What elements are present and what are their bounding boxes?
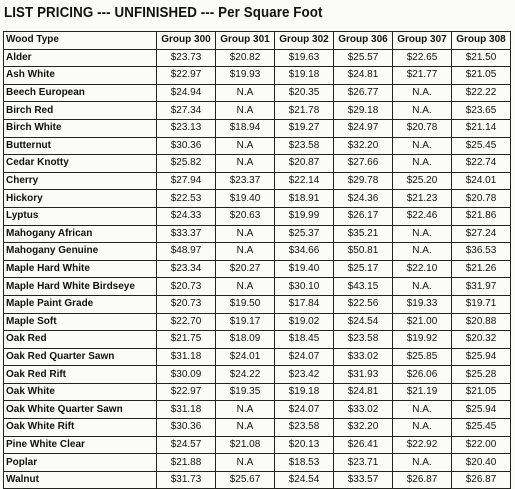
price-cell: $22.00	[452, 436, 511, 454]
price-cell: $24.36	[334, 190, 393, 208]
price-cell: $22.70	[157, 313, 216, 331]
wood-type-cell: Maple Soft	[4, 313, 157, 331]
table-row	[4, 295, 511, 313]
price-cell: $22.10	[393, 260, 452, 278]
price-cell: $24.07	[275, 348, 334, 366]
price-cell: $19.33	[393, 295, 452, 313]
price-cell: $23.65	[452, 102, 511, 120]
price-cell: N.A	[216, 419, 275, 437]
price-cell: $19.63	[275, 49, 334, 67]
column-header-group-301: Group 301	[216, 32, 275, 50]
wood-type-cell: Walnut	[4, 471, 157, 489]
price-cell: $23.58	[275, 419, 334, 437]
price-cell: N.A	[216, 155, 275, 173]
price-cell: $26.87	[393, 471, 452, 489]
price-cell: $22.97	[157, 67, 216, 85]
price-cell: $24.54	[334, 313, 393, 331]
price-cell: $19.35	[216, 383, 275, 401]
price-cell: N.A	[216, 102, 275, 120]
price-cell: $25.82	[157, 155, 216, 173]
price-cell: $23.13	[157, 119, 216, 137]
price-cell: N.A.	[393, 419, 452, 437]
price-cell: $25.45	[452, 419, 511, 437]
price-cell: $31.97	[452, 278, 511, 296]
wood-type-cell: Pine White Clear	[4, 436, 157, 454]
wood-type-cell: Cedar Knotty	[4, 155, 157, 173]
price-cell: $33.37	[157, 225, 216, 243]
price-cell: $24.33	[157, 207, 216, 225]
price-cell: $21.00	[393, 313, 452, 331]
wood-type-cell: Mahogany Genuine	[4, 243, 157, 261]
price-cell: $24.54	[275, 471, 334, 489]
table-row	[4, 471, 511, 489]
price-cell: $27.94	[157, 172, 216, 190]
table-row	[4, 419, 511, 437]
wood-type-cell: Poplar	[4, 454, 157, 472]
column-header-wood-type: Wood Type	[4, 32, 157, 50]
wood-type-cell: Oak Red Rift	[4, 366, 157, 384]
price-cell: $24.81	[334, 67, 393, 85]
price-cell: $30.09	[157, 366, 216, 384]
price-cell: $31.18	[157, 348, 216, 366]
wood-type-cell: Maple Hard White Birdseye	[4, 278, 157, 296]
price-cell: $25.28	[452, 366, 511, 384]
price-cell: $19.27	[275, 119, 334, 137]
price-cell: $25.45	[452, 137, 511, 155]
price-cell: $25.17	[334, 260, 393, 278]
price-cell: $24.22	[216, 366, 275, 384]
price-cell: $33.57	[334, 471, 393, 489]
price-cell: $22.74	[452, 155, 511, 173]
wood-type-cell: Lyptus	[4, 207, 157, 225]
price-cell: $30.10	[275, 278, 334, 296]
price-cell: N.A.	[393, 401, 452, 419]
price-cell: $22.65	[393, 49, 452, 67]
wood-type-cell: Alder	[4, 49, 157, 67]
price-cell: $19.02	[275, 313, 334, 331]
price-cell: $19.40	[275, 260, 334, 278]
table-row	[4, 172, 511, 190]
price-cell: $18.94	[216, 119, 275, 137]
wood-type-cell: Mahogany African	[4, 225, 157, 243]
price-cell: $20.88	[452, 313, 511, 331]
table-row	[4, 348, 511, 366]
price-cell: $25.37	[275, 225, 334, 243]
price-cell: $20.35	[275, 84, 334, 102]
table-row	[4, 383, 511, 401]
price-cell: $48.97	[157, 243, 216, 261]
price-cell: $31.18	[157, 401, 216, 419]
price-cell: $22.97	[157, 383, 216, 401]
price-cell: N.A.	[393, 84, 452, 102]
price-cell: $22.14	[275, 172, 334, 190]
table-row	[4, 278, 511, 296]
price-cell: $24.97	[334, 119, 393, 137]
price-cell: $29.18	[334, 102, 393, 120]
price-cell: $23.42	[275, 366, 334, 384]
column-header-group-308: Group 308	[452, 32, 511, 50]
wood-type-cell: Ash White	[4, 67, 157, 85]
wood-type-cell: Butternut	[4, 137, 157, 155]
wood-type-cell: Oak White Quarter Sawn	[4, 401, 157, 419]
price-cell: $23.34	[157, 260, 216, 278]
table-row	[4, 243, 511, 261]
table-row	[4, 331, 511, 349]
table-row	[4, 401, 511, 419]
price-cell: $34.66	[275, 243, 334, 261]
price-cell: $26.41	[334, 436, 393, 454]
price-cell: $25.85	[393, 348, 452, 366]
price-cell: $21.05	[452, 383, 511, 401]
price-cell: $20.73	[157, 295, 216, 313]
price-cell: $19.18	[275, 383, 334, 401]
price-cell: N.A.	[393, 102, 452, 120]
price-cell: $26.17	[334, 207, 393, 225]
column-header-group-300: Group 300	[157, 32, 216, 50]
wood-type-cell: Cherry	[4, 172, 157, 190]
price-cell: $19.50	[216, 295, 275, 313]
price-cell: N.A	[216, 278, 275, 296]
price-cell: $36.53	[452, 243, 511, 261]
price-cell: $30.36	[157, 419, 216, 437]
price-cell: N.A.	[393, 454, 452, 472]
price-cell: $26.77	[334, 84, 393, 102]
price-cell: $22.46	[393, 207, 452, 225]
price-cell: $18.45	[275, 331, 334, 349]
price-cell: $19.99	[275, 207, 334, 225]
price-cell: $33.02	[334, 401, 393, 419]
wood-type-cell: Maple Paint Grade	[4, 295, 157, 313]
price-cell: $17.84	[275, 295, 334, 313]
price-cell: $20.40	[452, 454, 511, 472]
price-cell: $26.87	[452, 471, 511, 489]
price-cell: $19.18	[275, 67, 334, 85]
price-cell: $27.24	[452, 225, 511, 243]
column-header-group-302: Group 302	[275, 32, 334, 50]
price-cell: $18.53	[275, 454, 334, 472]
price-cell: $50.81	[334, 243, 393, 261]
price-cell: $20.78	[452, 190, 511, 208]
price-cell: $19.93	[216, 67, 275, 85]
price-cell: $21.75	[157, 331, 216, 349]
price-cell: $24.81	[334, 383, 393, 401]
price-cell: N.A	[216, 454, 275, 472]
price-cell: $19.92	[393, 331, 452, 349]
price-cell: $20.73	[157, 278, 216, 296]
price-cell: $20.78	[393, 119, 452, 137]
price-cell: $43.15	[334, 278, 393, 296]
price-cell: $18.91	[275, 190, 334, 208]
price-cell: $30.36	[157, 137, 216, 155]
table-row	[4, 260, 511, 278]
price-cell: $18.09	[216, 331, 275, 349]
price-cell: $21.88	[157, 454, 216, 472]
price-cell: $23.71	[334, 454, 393, 472]
price-cell: $24.57	[157, 436, 216, 454]
page-title: LIST PRICING --- UNFINISHED --- Per Square Foot	[4, 5, 323, 21]
price-cell: $26.06	[393, 366, 452, 384]
table-row	[4, 366, 511, 384]
price-cell: N.A	[216, 243, 275, 261]
wood-type-cell: Beech European	[4, 84, 157, 102]
price-cell: $23.58	[334, 331, 393, 349]
price-cell: $25.57	[334, 49, 393, 67]
wood-type-cell: Oak White Rift	[4, 419, 157, 437]
price-cell: $21.86	[452, 207, 511, 225]
price-cell: $23.37	[216, 172, 275, 190]
price-cell: $21.08	[216, 436, 275, 454]
table-row	[4, 49, 511, 67]
price-cell: N.A	[216, 137, 275, 155]
wood-type-cell: Oak Red Quarter Sawn	[4, 348, 157, 366]
price-cell: $19.40	[216, 190, 275, 208]
price-cell: $20.13	[275, 436, 334, 454]
price-cell: $21.77	[393, 67, 452, 85]
price-cell: $20.87	[275, 155, 334, 173]
table-row	[4, 436, 511, 454]
price-cell: $22.22	[452, 84, 511, 102]
price-cell: $22.92	[393, 436, 452, 454]
price-cell: $23.58	[275, 137, 334, 155]
price-cell: $21.23	[393, 190, 452, 208]
price-cell: $21.78	[275, 102, 334, 120]
price-cell: N.A.	[393, 137, 452, 155]
price-cell: $22.56	[334, 295, 393, 313]
price-cell: $24.01	[452, 172, 511, 190]
table-row	[4, 454, 511, 472]
price-cell: $19.71	[452, 295, 511, 313]
price-cell: $25.20	[393, 172, 452, 190]
price-cell: N.A.	[393, 225, 452, 243]
wood-type-cell: Birch White	[4, 119, 157, 137]
table-row	[4, 119, 511, 137]
price-cell: $25.94	[452, 348, 511, 366]
table-row	[4, 190, 511, 208]
price-cell: $25.67	[216, 471, 275, 489]
price-cell: $24.07	[275, 401, 334, 419]
price-cell: $19.17	[216, 313, 275, 331]
table-row	[4, 67, 511, 85]
price-cell: $23.73	[157, 49, 216, 67]
price-cell: $20.63	[216, 207, 275, 225]
price-cell: $20.82	[216, 49, 275, 67]
price-cell: $31.73	[157, 471, 216, 489]
price-cell: $32.20	[334, 137, 393, 155]
table-body	[4, 49, 511, 489]
price-cell: $21.14	[452, 119, 511, 137]
price-cell: N.A	[216, 225, 275, 243]
column-header-group-306: Group 306	[334, 32, 393, 50]
wood-type-cell: Birch Red	[4, 102, 157, 120]
price-cell: N.A	[216, 401, 275, 419]
wood-type-cell: Maple Hard White	[4, 260, 157, 278]
wood-type-cell: Hickory	[4, 190, 157, 208]
price-cell: $24.01	[216, 348, 275, 366]
price-cell: $25.94	[452, 401, 511, 419]
table-row	[4, 155, 511, 173]
table-row	[4, 225, 511, 243]
table-row	[4, 102, 511, 120]
table-row	[4, 313, 511, 331]
pricing-table	[3, 31, 511, 489]
price-cell: N.A	[216, 84, 275, 102]
price-cell: $29.78	[334, 172, 393, 190]
price-cell: $35.21	[334, 225, 393, 243]
price-cell: $21.19	[393, 383, 452, 401]
price-cell: $24.94	[157, 84, 216, 102]
wood-type-cell: Oak White	[4, 383, 157, 401]
price-cell: $31.93	[334, 366, 393, 384]
table-row	[4, 84, 511, 102]
price-cell: N.A.	[393, 278, 452, 296]
price-cell: N.A.	[393, 243, 452, 261]
price-cell: $32.20	[334, 419, 393, 437]
price-cell: $21.05	[452, 67, 511, 85]
price-cell: $21.26	[452, 260, 511, 278]
price-cell: $20.27	[216, 260, 275, 278]
price-cell: $20.32	[452, 331, 511, 349]
wood-type-cell: Oak Red	[4, 331, 157, 349]
price-cell: $22.53	[157, 190, 216, 208]
table-row	[4, 137, 511, 155]
table-header-row	[4, 32, 511, 50]
price-cell: $27.66	[334, 155, 393, 173]
price-cell: $33.02	[334, 348, 393, 366]
table-row	[4, 207, 511, 225]
price-cell: $21.50	[452, 49, 511, 67]
price-cell: $27.34	[157, 102, 216, 120]
price-cell: N.A.	[393, 155, 452, 173]
column-header-group-307: Group 307	[393, 32, 452, 50]
